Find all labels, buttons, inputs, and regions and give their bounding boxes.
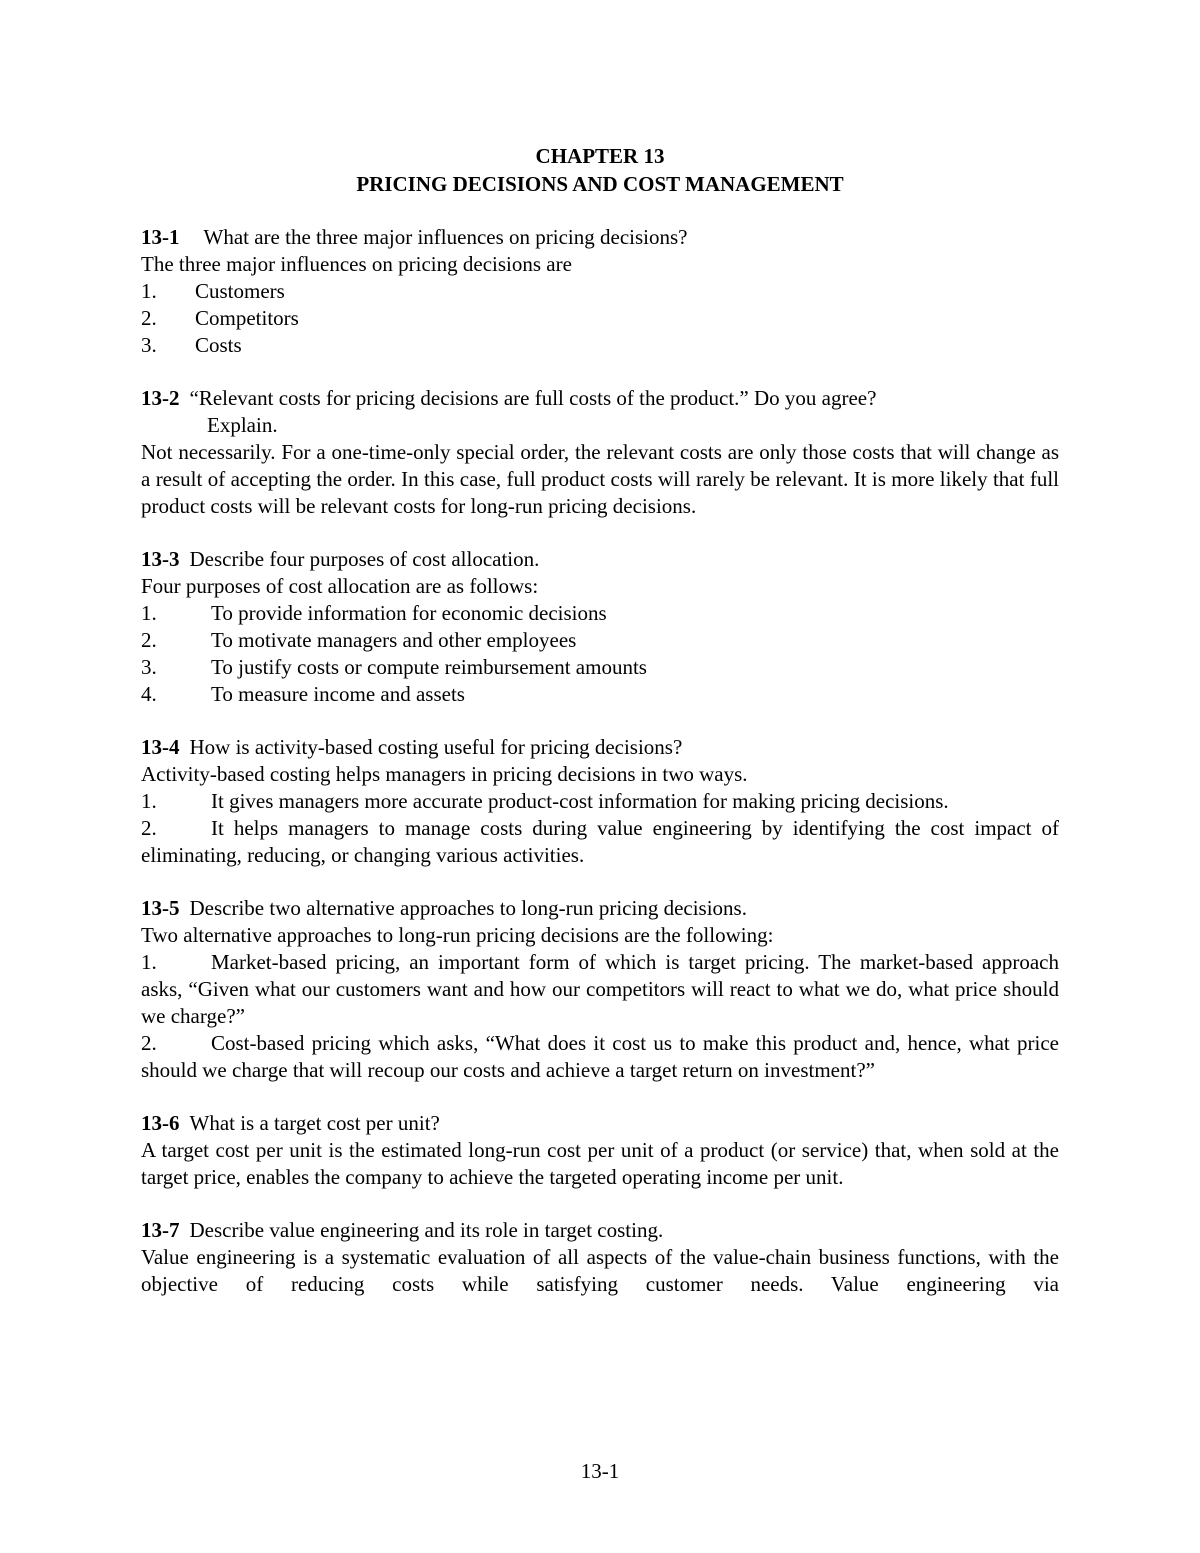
question-number: 13-2 xyxy=(141,386,180,410)
list-text: Cost-based pricing which asks, “What does it cost us to make this product and, hence, what price should we charge that will recoup our costs and achieve a target return on investment?” xyxy=(141,1031,1059,1082)
page-number: 13-1 xyxy=(580,1459,620,1483)
numbered-paragraph xyxy=(141,1030,1059,1084)
list-number: 1. xyxy=(141,279,157,303)
list-text: To motivate managers and other employees xyxy=(211,628,577,652)
question-text: Describe four purposes of cost allocation. xyxy=(189,547,540,571)
list-item xyxy=(141,278,1059,305)
list-item xyxy=(141,654,1059,681)
question-13-4 xyxy=(141,734,1059,869)
answer-text: A target cost per unit is the estimated long-run cost per unit of a product (or service) that, when sold at the target price, enables the company to achieve the targeted operating income per unit. xyxy=(141,1138,1059,1189)
answer-text: Value engineering is a systematic evaluation of all aspects of the value-chain business functions, with the objective of reducing costs while satisfying customer needs. Value engineering via xyxy=(141,1245,1059,1296)
chapter-title: PRICING DECISIONS AND COST MANAGEMENT xyxy=(356,172,844,196)
answer-text: Not necessarily. For a one-time-only special order, the relevant costs are only those costs that will change as a result of accepting the order. In this case, full product costs will rarely be relevant. It is more likely that full product costs will be relevant costs for long-run pricing decisions. xyxy=(141,440,1059,518)
list-number: 2. xyxy=(141,628,157,652)
list-number: 1. xyxy=(141,950,157,974)
numbered-paragraph xyxy=(141,788,1059,815)
question-number: 13-1 xyxy=(141,225,180,249)
question-number: 13-3 xyxy=(141,547,180,571)
list-item xyxy=(141,305,1059,332)
list-number: 2. xyxy=(141,816,157,840)
question-heading xyxy=(141,1110,1059,1137)
document-page xyxy=(141,142,1059,1298)
question-heading xyxy=(141,734,1059,761)
list-number: 1. xyxy=(141,789,157,813)
list-item xyxy=(141,332,1059,359)
question-13-1 xyxy=(141,224,1059,359)
list-text: To measure income and assets xyxy=(211,682,465,706)
list-text: It gives managers more accurate product-cost information for making pricing decisions. xyxy=(211,789,949,813)
question-text: What is a target cost per unit? xyxy=(189,1111,440,1135)
list-number: 3. xyxy=(141,333,157,357)
question-text: What are the three major influences on pricing decisions? xyxy=(203,225,688,249)
question-heading xyxy=(141,1217,1059,1244)
list-number: 2. xyxy=(141,1031,157,1055)
list-item xyxy=(141,627,1059,654)
question-text: Describe value engineering and its role in target costing. xyxy=(189,1218,664,1242)
chapter-heading: CHAPTER 13 xyxy=(535,144,665,168)
answer-intro: Four purposes of cost allocation are as follows: xyxy=(141,574,539,598)
question-text: How is activity-based costing useful for pricing decisions? xyxy=(189,735,683,759)
list-item xyxy=(141,681,1059,708)
answer-intro: The three major influences on pricing decisions are xyxy=(141,252,572,276)
numbered-paragraph xyxy=(141,949,1059,1030)
list-number: 4. xyxy=(141,682,157,706)
question-number: 13-5 xyxy=(141,896,180,920)
list-number: 3. xyxy=(141,655,157,679)
list-text: Costs xyxy=(195,333,242,357)
list-item xyxy=(141,600,1059,627)
question-heading xyxy=(141,385,1059,412)
list-text: Competitors xyxy=(195,306,299,330)
list-text: It helps managers to manage costs during value engineering by identifying the cost impact of eliminating, reducing, or changing various activities. xyxy=(141,816,1059,867)
question-number: 13-7 xyxy=(141,1218,180,1242)
list-number: 2. xyxy=(141,306,157,330)
list-text: To provide information for economic decisions xyxy=(211,601,607,625)
question-number: 13-6 xyxy=(141,1111,180,1135)
list-text: Market-based pricing, an important form of which is target pricing. The market-based approach asks, “Given what our customers want and how our competitors will react to what we do, what price should we charge?” xyxy=(141,950,1059,1028)
question-text: “Relevant costs for pricing decisions are full costs of the product.” Do you agree? xyxy=(189,386,877,410)
question-13-3 xyxy=(141,546,1059,708)
question-number: 13-4 xyxy=(141,735,180,759)
question-heading xyxy=(141,546,1059,573)
question-13-5 xyxy=(141,895,1059,1084)
question-13-2 xyxy=(141,385,1059,520)
question-13-7 xyxy=(141,1217,1059,1298)
question-13-6 xyxy=(141,1110,1059,1191)
list-text: Customers xyxy=(195,279,285,303)
answer-intro: Activity-based costing helps managers in pricing decisions in two ways. xyxy=(141,762,748,786)
list-text: To justify costs or compute reimbursement amounts xyxy=(211,655,647,679)
answer-intro: Two alternative approaches to long-run pricing decisions are the following: xyxy=(141,923,774,947)
list-number: 1. xyxy=(141,601,157,625)
question-heading xyxy=(141,224,1059,251)
question-heading xyxy=(141,895,1059,922)
numbered-paragraph xyxy=(141,815,1059,869)
question-text: Describe two alternative approaches to long-run pricing decisions. xyxy=(189,896,747,920)
question-text-continued: Explain. xyxy=(207,413,278,437)
